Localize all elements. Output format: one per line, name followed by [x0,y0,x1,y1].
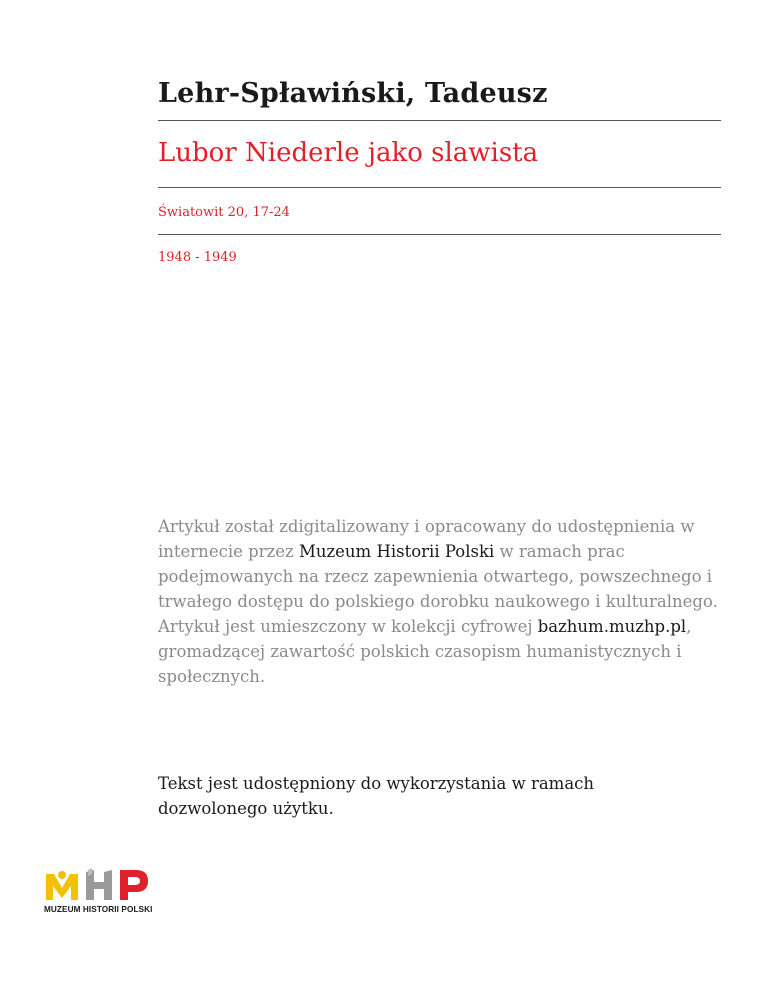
notice-text: w ramach prac podejmowanych na rzecz zapewnienia otwartego, powszechnego i trwałego dostępu do polskiego dorobku naukowego i kulturalnego. Artykuł jest umieszczony w kolekcji cyfrowej [158,542,718,636]
usage-notice: Tekst jest udostępniony do wykorzystania w ramach dozwolonego użytku. [158,774,595,818]
divider [158,234,721,235]
notice-text: , gromadzącej zawartość polskich czasopism humanistycznych i społecznych. [158,617,692,686]
source-citation: Światowit 20, 17-24 [158,205,290,220]
notice-text: Artykuł został zdigitalizowany i opracowany do udostępnienia w internecie przez [158,517,695,561]
museum-name: Muzeum Historii Polski [298,542,495,561]
author-name: Lehr-Spławiński, Tadeusz [158,78,548,109]
collection-site: bazhum.muzhp.pl [537,617,687,636]
publication-years: 1948 - 1949 [158,250,237,265]
logo-caption: MUZEUM HISTORII POLSKI [44,905,153,914]
divider [158,120,721,121]
article-title: Lubor Niederle jako slawista [158,138,539,168]
divider [158,187,721,188]
digitization-notice [158,514,718,689]
